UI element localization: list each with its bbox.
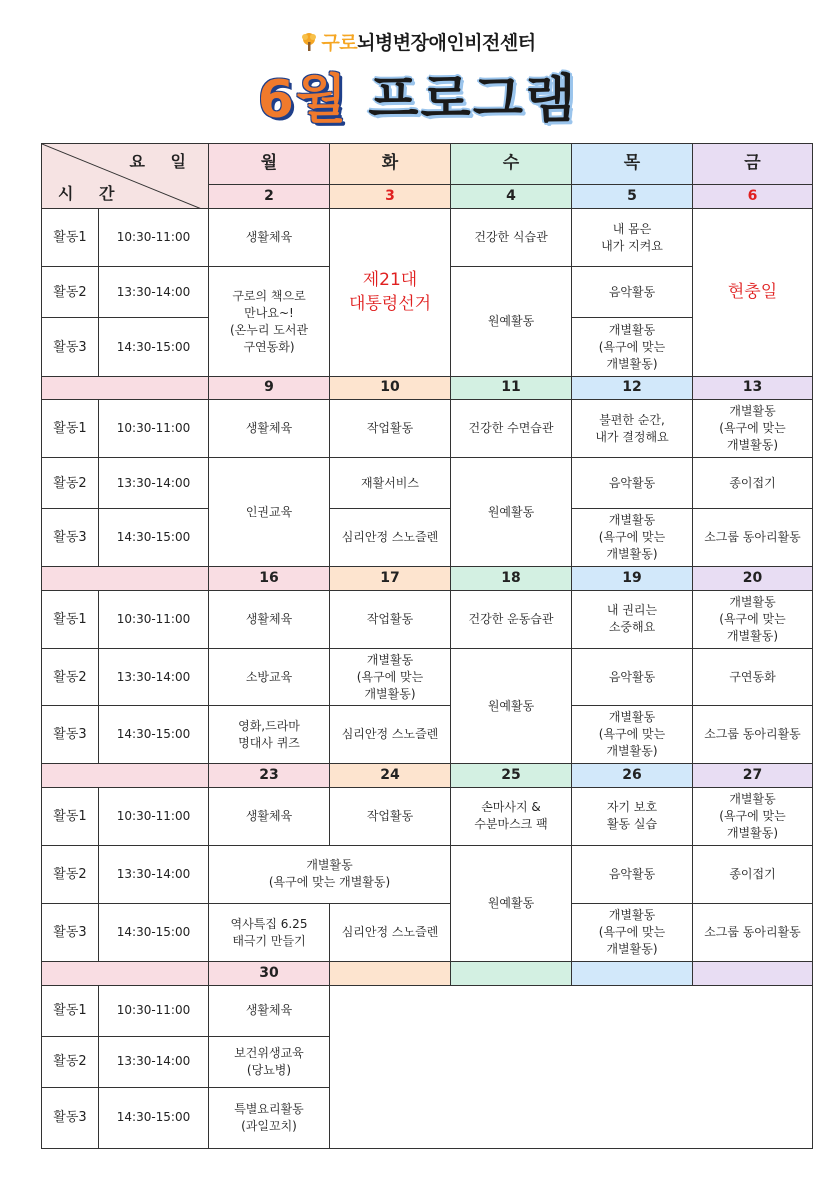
time-range: 13:30-14:00 (99, 458, 209, 509)
activity-cell: 소그룹 동아리활동 (693, 509, 813, 567)
date-cell: 23 (209, 764, 330, 787)
corner-day-label: 요 일 (129, 152, 196, 171)
date-cell: 16 (209, 567, 330, 590)
time-range: 10:30-11:00 (99, 209, 209, 267)
date-cell: 24 (330, 764, 451, 787)
activity-cell: 개별활동 (욕구에 맞는 개별활동) (572, 318, 693, 376)
date-cell: 30 (209, 962, 330, 985)
slot-label: 활동3 (42, 509, 99, 567)
activity-cell: 소방교육 (209, 648, 330, 705)
date-cell: 10 (330, 376, 451, 399)
week-separator (42, 764, 209, 787)
activity-cell: 작업활동 (330, 400, 451, 458)
organization-name-rest: 뇌병변장애인비전센터 (357, 32, 536, 54)
date-cell: 26 (572, 764, 693, 787)
date-cell: 25 (451, 764, 572, 787)
day-header-mon: 월 (209, 144, 330, 185)
date-cell: 17 (330, 567, 451, 590)
activity-cell: 구로의 책으로 만나요~! (온누리 도서관 구연동화) (209, 267, 330, 376)
day-header-wed: 수 (451, 144, 572, 185)
program-schedule-table (41, 143, 813, 1149)
corner-time-label: 시 간 (58, 184, 125, 204)
table-row (42, 787, 813, 845)
title-month: 6월 (257, 70, 349, 130)
slot-label: 활동3 (42, 706, 99, 764)
date-cell: 12 (572, 376, 693, 399)
date-cell (693, 962, 813, 985)
activity-cell: 개별활동 (욕구에 맞는 개별활동) (693, 787, 813, 845)
table-row (42, 648, 813, 705)
activity-cell: 음악활동 (572, 458, 693, 509)
slot-label: 활동2 (42, 845, 99, 903)
slot-label: 활동2 (42, 458, 99, 509)
slot-label: 활동3 (42, 318, 99, 376)
activity-cell: 건강한 수면습관 (451, 400, 572, 458)
date-cell: 9 (209, 376, 330, 399)
slot-label: 활동1 (42, 590, 99, 648)
activity-cell: 내 몸은 내가 지켜요 (572, 209, 693, 267)
activity-cell: 소그룹 동아리활동 (693, 904, 813, 962)
activity-cell: 영화,드라마 명대사 퀴즈 (209, 706, 330, 764)
date-cell: 4 (451, 184, 572, 208)
date-cell: 13 (693, 376, 813, 399)
date-cell (330, 962, 451, 985)
activity-cell: 재활서비스 (330, 458, 451, 509)
activity-cell: 음악활동 (572, 845, 693, 903)
activity-cell: 인권교육 (209, 458, 330, 567)
date-cell: 18 (451, 567, 572, 590)
activity-cell: 음악활동 (572, 648, 693, 705)
activity-cell: 자기 보호 활동 실습 (572, 787, 693, 845)
activity-cell: 생활체육 (209, 590, 330, 648)
time-range: 14:30-15:00 (99, 509, 209, 567)
slot-label: 활동3 (42, 904, 99, 962)
time-range: 13:30-14:00 (99, 267, 209, 318)
activity-cell: 심리안정 스노즐렌 (330, 904, 451, 962)
table-row (42, 376, 813, 399)
activity-cell: 원예활동 (451, 648, 572, 763)
week-separator (42, 567, 209, 590)
activity-cell: 심리안정 스노즐렌 (330, 509, 451, 567)
table-row (42, 962, 813, 985)
activity-cell: 종이접기 (693, 845, 813, 903)
date-cell: 5 (572, 184, 693, 208)
title-program: 프로그램 (368, 70, 578, 130)
activity-cell: 생활체육 (209, 787, 330, 845)
date-cell: 2 (209, 184, 330, 208)
activity-cell: 개별활동 (욕구에 맞는 개별활동) (693, 400, 813, 458)
activity-cell: 작업활동 (330, 787, 451, 845)
activity-cell: 개별활동 (욕구에 맞는 개별활동) (572, 904, 693, 962)
activity-cell: 개별활동 (욕구에 맞는 개별활동) (330, 648, 451, 705)
date-cell: 27 (693, 764, 813, 787)
slot-label: 활동1 (42, 400, 99, 458)
time-range: 14:30-15:00 (99, 706, 209, 764)
activity-cell: 개별활동 (욕구에 맞는 개별활동) (693, 590, 813, 648)
table-row (42, 509, 813, 567)
activity-cell: 구연동화 (693, 648, 813, 705)
table-row (42, 590, 813, 648)
activity-cell: 원예활동 (451, 267, 572, 376)
table-row (42, 209, 813, 267)
organization-name (0, 28, 835, 55)
activity-cell-merged: 개별활동 (욕구에 맞는 개별활동) (209, 845, 451, 903)
activity-cell: 종이접기 (693, 458, 813, 509)
empty-area (330, 985, 813, 1148)
activity-cell: 건강한 식습관 (451, 209, 572, 267)
day-header-tue: 화 (330, 144, 451, 185)
memorial-day-cell: 현충일 (693, 209, 813, 376)
slot-label: 활동3 (42, 1087, 99, 1148)
time-range: 13:30-14:00 (99, 1036, 209, 1087)
table-row (42, 144, 813, 185)
table-row (42, 904, 813, 962)
table-row (42, 985, 813, 1036)
time-range: 13:30-14:00 (99, 648, 209, 705)
table-row (42, 458, 813, 509)
time-range: 14:30-15:00 (99, 1087, 209, 1148)
date-cell (451, 962, 572, 985)
slot-label: 활동1 (42, 209, 99, 267)
slot-label: 활동2 (42, 648, 99, 705)
table-row (42, 400, 813, 458)
activity-cell: 개별활동 (욕구에 맞는 개별활동) (572, 509, 693, 567)
week-separator (42, 962, 209, 985)
activity-cell: 원예활동 (451, 458, 572, 567)
activity-cell: 손마사지 & 수분마스크 팩 (451, 787, 572, 845)
election-day-cell: 제21대 대통령선거 (330, 209, 451, 376)
time-range: 10:30-11:00 (99, 985, 209, 1036)
date-cell (572, 962, 693, 985)
activity-cell: 원예활동 (451, 845, 572, 961)
activity-cell: 특별요리활동 (과일꼬치) (209, 1087, 330, 1148)
activity-cell: 개별활동 (욕구에 맞는 개별활동) (572, 706, 693, 764)
activity-cell: 역사특집 6.25 태극기 만들기 (209, 904, 330, 962)
tree-logo-icon (299, 32, 319, 52)
week-separator (42, 376, 209, 399)
table-row (42, 567, 813, 590)
organization-name-accent: 구로 (321, 32, 358, 54)
activity-cell: 작업활동 (330, 590, 451, 648)
date-cell: 6 (693, 184, 813, 208)
slot-label: 활동1 (42, 985, 99, 1036)
slot-label: 활동2 (42, 267, 99, 318)
table-row (42, 706, 813, 764)
time-range: 13:30-14:00 (99, 845, 209, 903)
activity-cell: 내 권리는 소중해요 (572, 590, 693, 648)
activity-cell: 소그룹 동아리활동 (693, 706, 813, 764)
time-range: 10:30-11:00 (99, 400, 209, 458)
day-time-corner (42, 144, 209, 209)
activity-cell: 심리안정 스노즐렌 (330, 706, 451, 764)
activity-cell: 생활체육 (209, 985, 330, 1036)
page-title (0, 62, 835, 138)
date-cell: 19 (572, 567, 693, 590)
day-header-thu: 목 (572, 144, 693, 185)
date-cell: 20 (693, 567, 813, 590)
time-range: 10:30-11:00 (99, 590, 209, 648)
time-range: 14:30-15:00 (99, 318, 209, 376)
activity-cell: 불편한 순간, 내가 결정해요 (572, 400, 693, 458)
table-row (42, 764, 813, 787)
day-header-fri: 금 (693, 144, 813, 185)
slot-label: 활동1 (42, 787, 99, 845)
time-range: 14:30-15:00 (99, 904, 209, 962)
activity-cell: 생활체육 (209, 400, 330, 458)
slot-label: 활동2 (42, 1036, 99, 1087)
date-cell: 11 (451, 376, 572, 399)
activity-cell: 보건위생교육 (당뇨병) (209, 1036, 330, 1087)
activity-cell: 생활체육 (209, 209, 330, 267)
activity-cell: 음악활동 (572, 267, 693, 318)
date-cell: 3 (330, 184, 451, 208)
table-row (42, 845, 813, 903)
activity-cell: 건강한 운동습관 (451, 590, 572, 648)
time-range: 10:30-11:00 (99, 787, 209, 845)
